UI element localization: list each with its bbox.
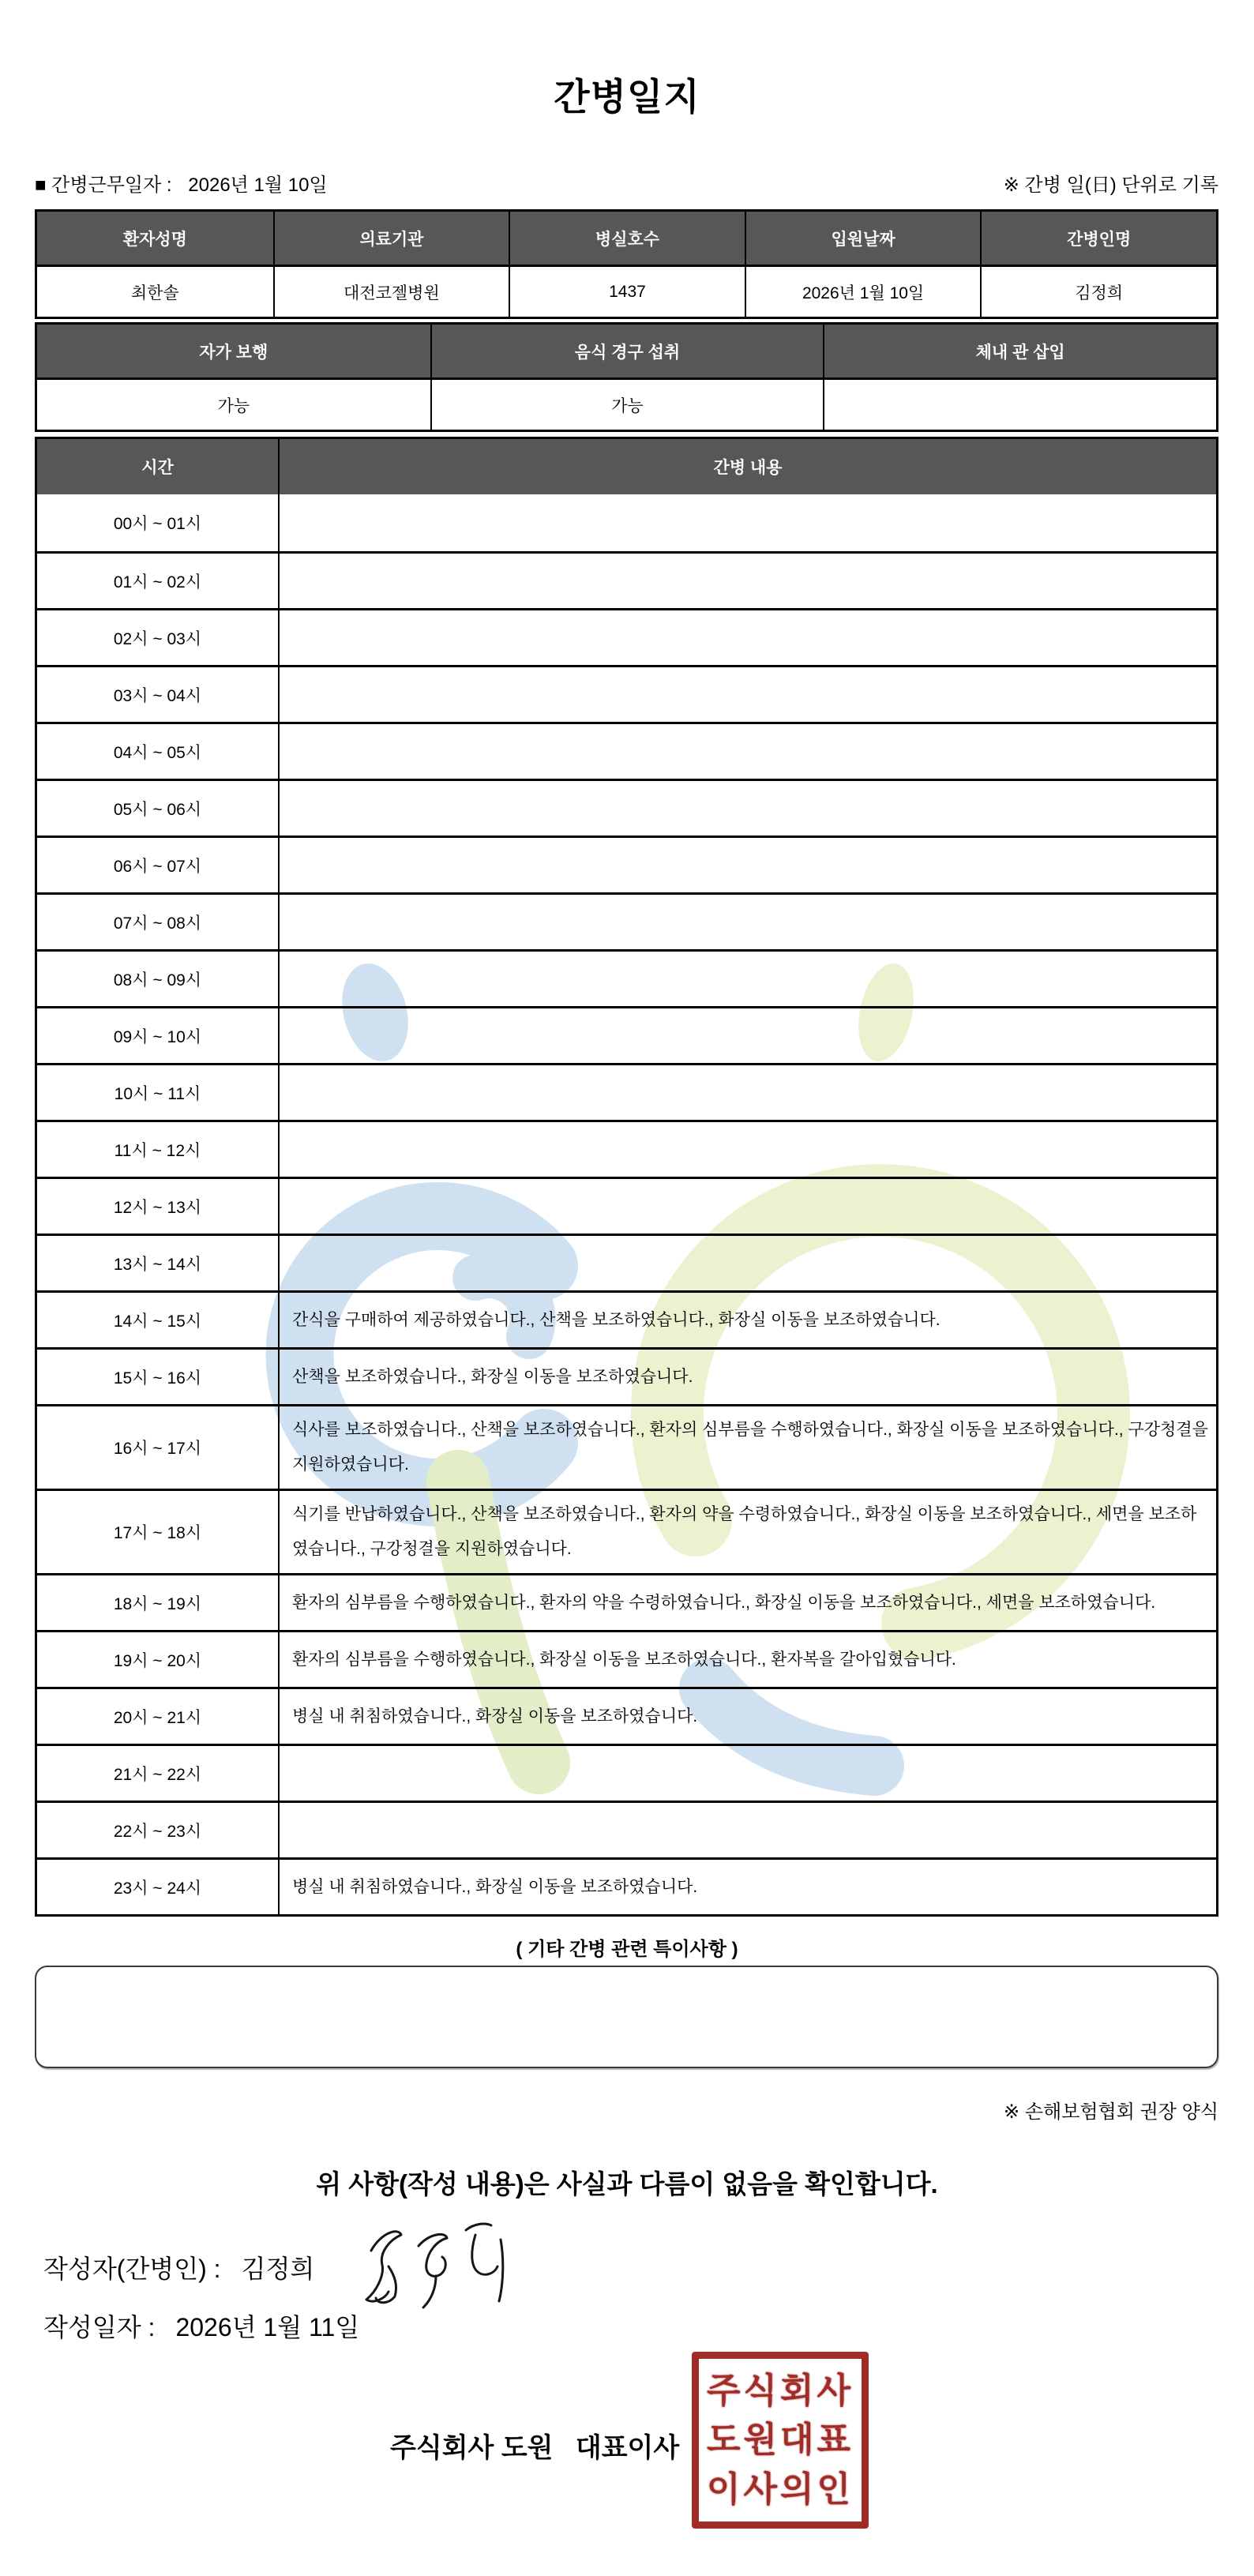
care-row-time: 11시 ~ 12시 [114,1141,201,1160]
care-row-time: 12시 ~ 13시 [113,1198,202,1217]
care-row-time: 23시 ~ 24시 [113,1879,202,1898]
header-oral-intake: 음식 경구 섭취 [430,325,824,377]
care-row-time: 10시 ~ 11시 [114,1084,201,1103]
patient-status-table [35,322,1218,432]
header-caregiver-name: 간병인명 [980,212,1216,265]
care-row-time: 20시 ~ 21시 [113,1708,202,1727]
care-row-content [278,1491,1216,1573]
care-log-row [37,1006,1216,1063]
care-row-content-text: 간식을 구매하여 제공하였습니다., 산책을 보조하였습니다., 화장실 이동을 보조하였습니다. [292,1310,940,1329]
daily-record-note: ※ 간병 일(日) 단위로 기록 [1003,175,1218,196]
care-log-row [37,1290,1216,1347]
care-row-time: 06시 ~ 07시 [113,857,202,876]
writer-name: 김정희 [241,2255,315,2283]
company-seal-stamp [692,2352,869,2529]
care-log-row [37,1347,1216,1404]
notes-heading: ( 기타 간병 관련 특이사항 ) [516,1939,738,1960]
patient-info-table [35,209,1218,319]
care-log-row [37,1630,1216,1687]
care-row-content-text: 식사를 보조하였습니다., 산책을 보조하였습니다., 환자의 심부름을 수행하였습니다., 화장실 이동을 보조하였습니다., 구강청결을 지원하였습니다. [292,1421,1208,1474]
care-log-row [37,1234,1216,1290]
care-row-time: 04시 ~ 05시 [113,743,202,762]
value-tube-insertion [823,380,1216,430]
care-log-row [37,1489,1216,1573]
care-row-content [278,667,1216,722]
header-admission-date: 입원날짜 [745,212,981,265]
care-row-content [278,838,1216,892]
care-log-row [37,1687,1216,1744]
date-value: 2026년 1월 11일 [175,2313,360,2341]
patient-info-value-row [37,265,1216,317]
care-row-time: 01시 ~ 02시 [113,573,202,591]
header-tube-insertion: 체내 관 삽입 [823,325,1216,377]
care-row-content [278,1803,1216,1857]
care-log-row [37,779,1216,836]
care-log-row [37,892,1216,949]
value-self-walking: 가능 [217,396,250,415]
care-row-content [278,1179,1216,1234]
care-row-content [278,494,1216,551]
care-row-content-text: 식기를 반납하였습니다., 산책을 보조하였습니다., 환자의 약을 수령하였습니다., 화장실 이동을 보조하였습니다., 세면을 보조하였습니다., 구강청결을 지원하였습니다. [292,1505,1197,1558]
care-log-row [37,1857,1216,1914]
care-row-content [278,610,1216,665]
header-room-number: 병실호수 [509,212,745,265]
care-log-row [37,1404,1216,1489]
care-log-row [37,722,1216,779]
meta-row [35,169,1218,197]
care-row-content [278,554,1216,608]
care-row-content [278,895,1216,949]
seal-line-2: 도원대표 [706,2420,854,2460]
care-row-content [278,1575,1216,1630]
patient-info-header-row [37,212,1216,265]
care-row-time: 19시 ~ 20시 [113,1651,202,1670]
care-row-time: 03시 ~ 04시 [113,686,202,705]
company-line: 주식회사 도원 대표이사 [390,2433,680,2463]
header-self-walking: 자가 보행 [37,325,430,377]
care-row-time: 15시 ~ 16시 [113,1369,202,1388]
care-row-content-text: 환자의 심부름을 수행하였습니다., 환자의 약을 수령하였습니다., 화장실 이동을 보조하였습니다., 세면을 보조하였습니다. [292,1593,1156,1612]
header-medical-institution: 의료기관 [273,212,509,265]
care-row-content [278,724,1216,779]
care-row-content-text: 병실 내 취침하였습니다., 화장실 이동을 보조하였습니다. [292,1707,698,1725]
seal-line-1: 주식회사 [706,2370,854,2411]
care-row-time: 05시 ~ 06시 [113,800,202,819]
care-log-row [37,608,1216,665]
care-log-row [37,665,1216,722]
date-label: 작성일자 : [43,2313,156,2341]
header-patient-name: 환자성명 [37,212,273,265]
value-room-number: 1437 [509,267,745,317]
care-log-row [37,551,1216,608]
page-title: 간병일지 [554,76,700,118]
care-log-row [37,1801,1216,1857]
work-date [35,169,328,197]
care-row-content [278,1236,1216,1290]
status-header-row [37,325,1216,377]
care-row-time: 13시 ~ 14시 [113,1255,202,1274]
writer-label: 작성자(간병인) : [43,2255,221,2283]
value-patient-name: 최한솔 [130,284,179,302]
care-log-row [37,836,1216,892]
care-row-content-text: 병실 내 취침하였습니다., 화장실 이동을 보조하였습니다. [292,1877,698,1896]
writer-line [43,2249,314,2285]
care-row-content [278,1122,1216,1177]
value-caregiver-name: 김정희 [980,267,1216,317]
care-row-content [278,1350,1216,1404]
care-row-time: 07시 ~ 08시 [113,914,202,933]
care-row-content-text: 환자의 심부름을 수행하였습니다., 화장실 이동을 보조하였습니다., 환자복을 갈아입혔습니다. [292,1650,956,1669]
status-value-row [37,377,1216,430]
care-log-row [37,1573,1216,1630]
signature-handwriting [354,2216,520,2315]
value-medical-institution: 대전코젤병원 [273,267,509,317]
care-log-row [37,1120,1216,1177]
form-recommendation-note: ※ 손해보험협회 권장 양식 [1004,2101,1218,2123]
care-row-time: 18시 ~ 19시 [113,1594,202,1613]
care-row-content-text: 산책을 보조하였습니다., 화장실 이동을 보조하였습니다. [292,1367,693,1386]
care-row-time: 21시 ~ 22시 [113,1765,202,1784]
care-row-content [278,1406,1216,1489]
care-row-content [278,1632,1216,1687]
date-line [43,2308,359,2344]
care-row-time: 16시 ~ 17시 [113,1440,202,1458]
care-row-content [278,1860,1216,1914]
care-row-time: 09시 ~ 10시 [113,1027,202,1046]
header-care-content: 간병 내용 [278,439,1216,494]
care-row-content [278,1746,1216,1801]
care-row-content [278,1689,1216,1744]
care-row-content [278,781,1216,836]
care-row-time: 22시 ~ 23시 [113,1822,202,1841]
care-row-content [278,1065,1216,1120]
care-log-table [35,437,1218,1917]
care-log-row [37,1063,1216,1120]
care-row-content [278,952,1216,1006]
care-log-row [37,494,1216,551]
seal-line-3: 이사의인 [706,2469,854,2510]
care-log-row [37,1744,1216,1801]
care-row-time: 08시 ~ 09시 [113,971,202,989]
care-row-time: 14시 ~ 15시 [113,1312,202,1331]
care-log-row [37,1177,1216,1234]
care-row-time: 17시 ~ 18시 [113,1524,202,1542]
notes-box [35,1966,1218,2068]
work-date-label: ■ 간병근무일자 : [35,175,172,196]
care-row-time: 00시 ~ 01시 [113,515,202,533]
work-date-value: 2026년 1월 10일 [188,175,328,196]
care-log-row [37,949,1216,1006]
confirmation-statement: 위 사항(작성 내용)은 사실과 다름이 없음을 확인합니다. [316,2169,938,2199]
value-admission-date: 2026년 1월 10일 [745,267,981,317]
care-row-content [278,1008,1216,1063]
care-row-time: 02시 ~ 03시 [113,629,202,648]
care-log-header-row [37,439,1216,494]
care-row-content [278,1293,1216,1347]
header-time: 시간 [37,439,278,494]
value-oral-intake: 가능 [430,380,824,430]
